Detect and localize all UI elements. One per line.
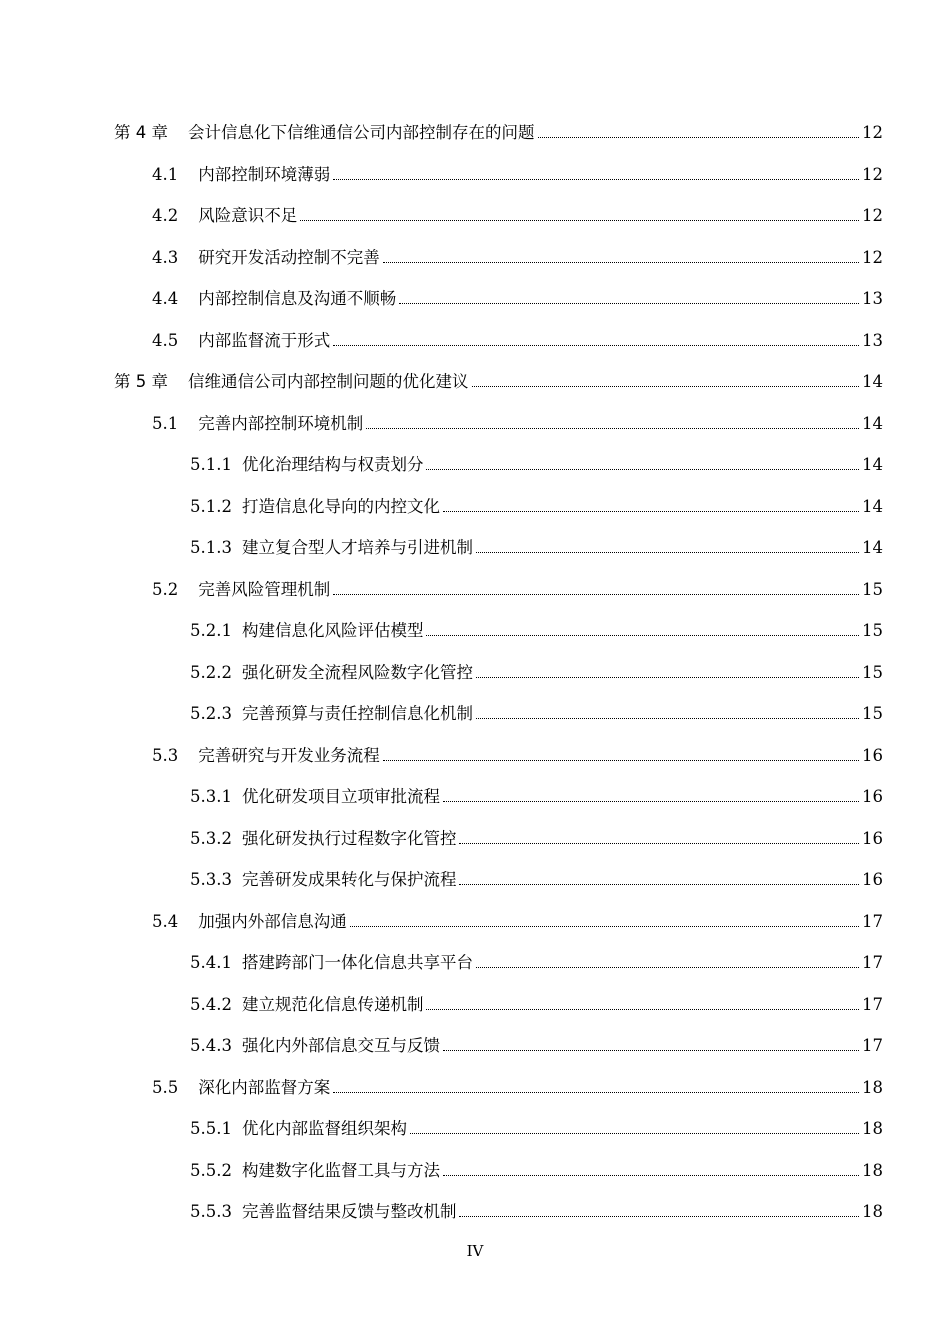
- toc-dot-leader: [426, 635, 859, 636]
- toc-dot-leader: [333, 594, 859, 595]
- toc-dot-leader: [443, 1175, 859, 1176]
- toc-entry[interactable]: [190, 864, 883, 890]
- toc-entry-page: 12: [862, 206, 883, 225]
- toc-entry[interactable]: [190, 698, 883, 724]
- toc-entry-page: 15: [862, 662, 883, 682]
- toc-entry-number: 5.3.1: [190, 787, 232, 806]
- toc-entry-number: 5.1.3: [190, 538, 232, 557]
- toc-entry-title: 风险意识不足: [198, 206, 298, 225]
- toc-dot-leader: [426, 1009, 859, 1010]
- toc-dot-leader: [459, 1216, 859, 1217]
- toc-dot-leader: [333, 1092, 859, 1093]
- toc-entry[interactable]: [190, 823, 883, 849]
- toc-dot-leader: [443, 511, 859, 512]
- toc-dot-leader: [333, 179, 859, 180]
- toc-entry[interactable]: [152, 740, 883, 766]
- toc-dot-leader: [426, 469, 859, 470]
- toc-dot-leader: [476, 967, 859, 968]
- toc-entry-number: 5.2: [152, 579, 179, 599]
- toc-entry-number: 5.2.3: [190, 704, 232, 723]
- toc-entry-page: 15: [862, 579, 883, 599]
- toc-entry[interactable]: [190, 615, 883, 641]
- toc-entry-title: 深化内部监督方案: [198, 1077, 331, 1097]
- toc-entry-page: 12: [862, 164, 883, 184]
- toc-entry-page: 14: [862, 372, 883, 391]
- toc-entry[interactable]: [152, 200, 883, 226]
- toc-dot-leader: [350, 926, 859, 927]
- toc-entry-title: 构建数字化监督工具与方法: [241, 1160, 440, 1180]
- toc-dot-leader: [300, 220, 859, 221]
- toc-entry[interactable]: [152, 1072, 883, 1098]
- toc-entry[interactable]: [190, 1113, 883, 1139]
- toc-entry-page: 18: [862, 1202, 883, 1221]
- toc-entry[interactable]: [190, 1030, 883, 1056]
- toc-entry-page: 14: [862, 413, 883, 433]
- toc-entry-page: 14: [862, 538, 883, 557]
- toc-entry-number: 4.2: [152, 206, 179, 225]
- toc-dot-leader: [333, 345, 859, 346]
- toc-entry-title: 完善风险管理机制: [198, 579, 331, 599]
- toc-entry-title: 内部监督流于形式: [198, 330, 331, 350]
- toc-entry-page: 13: [862, 289, 883, 308]
- toc-entry-number: 第 5 章: [114, 372, 168, 391]
- toc-dot-leader: [383, 262, 859, 263]
- toc-entry-page: 17: [862, 1036, 883, 1055]
- toc-entry-page: 17: [862, 911, 883, 931]
- toc-entry-number: 4.4: [152, 289, 179, 308]
- toc-entry-title: 强化研发执行过程数字化管控: [241, 828, 457, 848]
- toc-entry[interactable]: [190, 947, 883, 973]
- toc-entry[interactable]: [152, 574, 883, 600]
- toc-dot-leader: [366, 428, 859, 429]
- toc-entry-number: 5.5.1: [190, 1119, 232, 1138]
- toc-entry-number: 4.3: [152, 247, 179, 267]
- toc-entry-title: 优化内部监督组织架构: [241, 1119, 407, 1138]
- toc-entry-number: 5.2.1: [190, 621, 232, 640]
- toc-entry-page: 14: [862, 496, 883, 516]
- toc-entry[interactable]: [114, 366, 883, 392]
- page-number: IV: [466, 1242, 484, 1260]
- toc-dot-leader: [476, 552, 859, 553]
- toc-entry[interactable]: [152, 408, 883, 434]
- toc-entry-number: 5.1.1: [190, 455, 232, 474]
- toc-entry-page: 12: [862, 123, 883, 142]
- toc-entry-page: 15: [862, 704, 883, 723]
- toc-entry-number: 4.5: [152, 330, 179, 350]
- toc-dot-leader: [538, 137, 860, 138]
- toc-entry-number: 5.5.3: [190, 1202, 232, 1221]
- toc-entry-number: 5.4.2: [190, 994, 232, 1014]
- toc-entry-number: 5.1.2: [190, 496, 232, 516]
- toc-entry-page: 18: [862, 1119, 883, 1138]
- toc-entry-title: 会计信息化下信维通信公司内部控制存在的问题: [188, 123, 535, 142]
- toc-entry-page: 16: [862, 787, 883, 806]
- toc-entry-title: 强化研发全流程风险数字化管控: [241, 662, 473, 682]
- toc-entry-title: 搭建跨部门一体化信息共享平台: [241, 953, 473, 972]
- toc-dot-leader: [459, 843, 859, 844]
- toc-entry-number: 第 4 章: [114, 123, 168, 142]
- toc-entry[interactable]: [190, 657, 883, 683]
- toc-entry-title: 完善研究与开发业务流程: [198, 745, 380, 765]
- toc-entry[interactable]: [190, 989, 883, 1015]
- toc-entry[interactable]: [190, 1155, 883, 1181]
- toc-dot-leader: [443, 801, 859, 802]
- toc-entry-title: 建立复合型人才培养与引进机制: [241, 538, 473, 557]
- toc-entry-page: 14: [862, 455, 883, 474]
- toc-entry-number: 5.4.3: [190, 1036, 232, 1055]
- toc-entry-title: 强化内外部信息交互与反馈: [241, 1036, 440, 1055]
- toc-entry-title: 完善内部控制环境机制: [198, 413, 364, 433]
- toc-entry[interactable]: [190, 491, 883, 517]
- toc-entry-title: 完善研发成果转化与保护流程: [241, 870, 457, 889]
- toc-entry-number: 5.5: [152, 1077, 179, 1097]
- toc-entry-title: 内部控制信息及沟通不顺畅: [198, 289, 397, 308]
- toc-entry-title: 建立规范化信息传递机制: [241, 994, 424, 1014]
- toc-entry-number: 5.4: [152, 911, 179, 931]
- toc-entry[interactable]: [190, 1196, 883, 1222]
- toc-entry-title: 优化研发项目立项审批流程: [241, 787, 440, 806]
- toc-entry-title: 信维通信公司内部控制问题的优化建议: [188, 372, 469, 391]
- toc-entry[interactable]: [152, 283, 883, 309]
- toc-dot-leader: [459, 884, 859, 885]
- toc-entry[interactable]: [152, 242, 883, 268]
- toc-entry-page: 16: [862, 828, 883, 848]
- toc-dot-leader: [443, 1050, 859, 1051]
- toc-dot-leader: [476, 677, 859, 678]
- toc-entry[interactable]: [190, 449, 883, 475]
- toc-entry-number: 4.1: [152, 164, 179, 184]
- toc-entry[interactable]: [152, 325, 883, 351]
- toc-entry-number: 5.1: [152, 413, 179, 433]
- toc-entry-title: 内部控制环境薄弱: [198, 164, 331, 184]
- toc-entry-number: 5.5.2: [190, 1160, 232, 1180]
- toc-entry-title: 完善预算与责任控制信息化机制: [241, 704, 473, 723]
- toc-entry-page: 17: [862, 994, 883, 1014]
- toc-entry[interactable]: [114, 117, 883, 143]
- toc-entry-number: 5.4.1: [190, 953, 232, 972]
- toc-entry[interactable]: [190, 781, 883, 807]
- toc-dot-leader: [472, 386, 860, 387]
- toc-entry-page: 15: [862, 621, 883, 640]
- toc-entry-page: 16: [862, 745, 883, 765]
- toc-entry-number: 5.3: [152, 745, 179, 765]
- toc-dot-leader: [410, 1133, 859, 1134]
- toc-entry[interactable]: [152, 159, 883, 185]
- toc-entry-page: 18: [862, 1077, 883, 1097]
- toc-entry-page: 18: [862, 1160, 883, 1180]
- toc-entry-page: 16: [862, 870, 883, 889]
- toc-dot-leader: [476, 718, 859, 719]
- toc-entry-number: 5.2.2: [190, 662, 232, 682]
- toc-dot-leader: [399, 303, 859, 304]
- toc-entry-page: 12: [862, 247, 883, 267]
- toc-entry-page: 17: [862, 953, 883, 972]
- toc-entry[interactable]: [152, 906, 883, 932]
- toc-entry-title: 研究开发活动控制不完善: [198, 247, 380, 267]
- toc-entry[interactable]: [190, 532, 883, 558]
- toc-entry-title: 优化治理结构与权责划分: [241, 455, 424, 474]
- toc-entry-page: 13: [862, 330, 883, 350]
- toc-entry-title: 构建信息化风险评估模型: [241, 621, 424, 640]
- toc-dot-leader: [383, 760, 859, 761]
- toc-entry-title: 完善监督结果反馈与整改机制: [241, 1202, 457, 1221]
- toc-entry-title: 打造信息化导向的内控文化: [241, 496, 440, 516]
- toc-entry-number: 5.3.2: [190, 828, 232, 848]
- toc-entry-title: 加强内外部信息沟通: [198, 911, 347, 931]
- toc-entry-number: 5.3.3: [190, 870, 232, 889]
